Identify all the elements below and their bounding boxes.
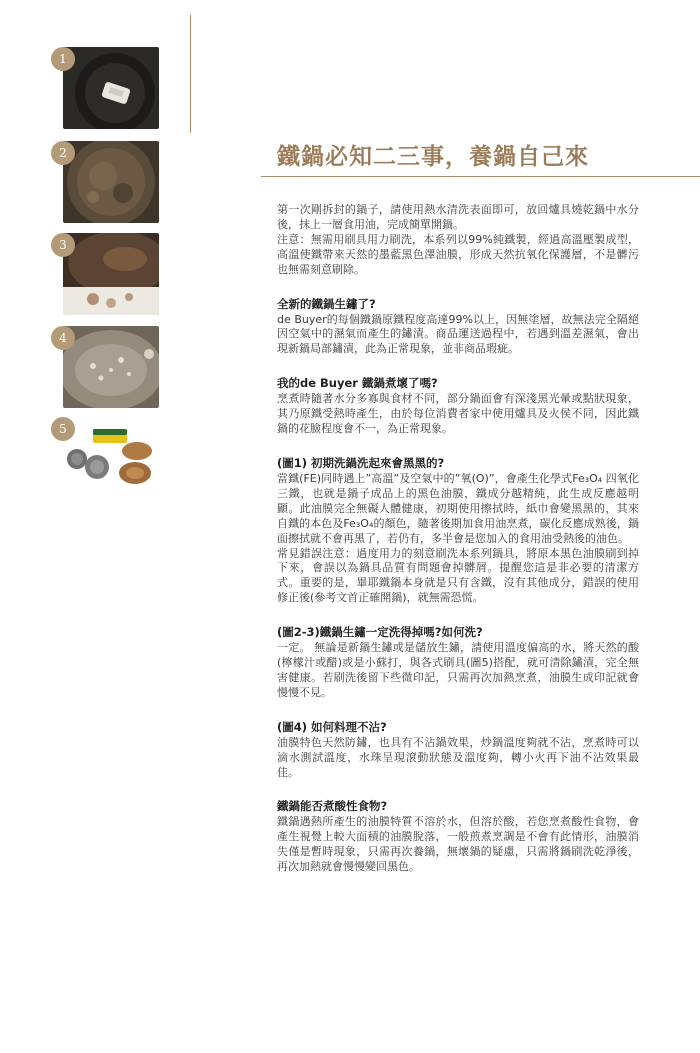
section-pan-damaged (277, 376, 639, 437)
pan-water-droplets-photo (63, 326, 159, 408)
section-heading: 我的de Buyer 鐵鍋煮壞了嗎? (277, 376, 438, 391)
section-heading: 全新的鐵鍋生鏽了? (277, 296, 376, 311)
section-paragraph: 鐵鍋遇熱所產生的油膜特質不溶於水，但溶於酸，若您烹煮酸性食物，會產生視覺上較大面積的油膜脫落，一般煎煮烹調是不會有此情形，油膜消失僅是暫時現象，只需再次養鍋，無壞鍋的疑慮，只需將鍋刷洗乾淨後，再次加熱就會慢慢變回黑色。 (277, 815, 639, 874)
title-underline (261, 176, 700, 177)
section-heading: (圖1) 初期洗鍋洗起來會黑黑的? (277, 455, 445, 470)
seasoned-pan-photo (63, 141, 159, 223)
pan-with-paper-towel-photo (63, 47, 159, 129)
article-body (277, 203, 639, 894)
page-title: 鐵鍋必知二三事，養鍋自己來 (277, 143, 589, 170)
section-paragraph: 常見錯誤注意：過度用力的刻意刷洗本系列鍋具，將原本黑色油膜刷到掉下來，會誤以為鍋具品質有問題會掉髒屑。提醒您這是非必要的清潔方式。重要的是，畢耶鐵鍋本身就是只有含鐵，沒有其他成分，錯誤的使用修正後(參考文首正確開鍋)，就無需恐慌。 (277, 546, 639, 605)
photo-number-badge: 2 (51, 141, 75, 165)
section-new-pan-rust (277, 297, 639, 358)
photo-number-badge: 4 (51, 326, 75, 350)
section-heading: (圖4) 如何料理不沾? (277, 719, 387, 734)
section-paragraph: 一定。 無論是新鍋生鏽或是儲放生鏽，請使用溫度偏高的水，將天然的酸 (檸檬汁或醋)或是小蘇打，與各式刷具(圖5)搭配，就可清除鏽漬，完全無害健康。若刷洗後留下些微印記，只需再次加熱烹煮，油膜生成印記就會慢慢不見。 (277, 641, 639, 699)
section-heading: 鐵鍋能否煮酸性食物? (277, 799, 388, 814)
section-paragraph: 油膜特色天然防鏽，也具有不沾鍋效果，炒鍋溫度夠就不沾，烹煮時可以滴水測試溫度，水珠呈現滾動狀態及溫度夠，轉小火再下油不沾效果最佳。 (277, 735, 639, 779)
photo-number-badge: 5 (51, 417, 75, 441)
section-black-residue (277, 456, 639, 606)
vertical-divider (190, 15, 191, 133)
section-acidic-food (277, 799, 639, 875)
section-paragraph: de Buyer的每個鐵鍋原鐵程度高達99%以上，因無塗層，故無法完全隔絕因空氣中的濕氣而產生的鏽漬。商品運送過程中，若遇到溫差濕氣，會出現新鍋局部鏽漬，此為正常現象，並非商品瑕疵。 (277, 312, 639, 356)
pan-rust-wipe-photo (63, 233, 159, 315)
section-paragraph: 當鐵(FE)同時遇上”高溫”及空氣中的”氧(O)”，會產生化學式Fe₃O₄ 四氧化三鐵，也就是鍋子成品上的黑色油膜，鐵成分越精純，此生成反應越明顯。此油膜完全無礙人體健康，初期使用擦拭時，紙巾會變黑黑的，其來自鐵的本色及Fe₃O₄的顏色，隨著後期加食用油烹煮，碳化反應成熟後，鍋面擦拭就不會再黑了，若仍有，多半會是您加入的食用油受熱後的油色。 (277, 471, 639, 545)
intro-note: 注意：無需用刷具用力刷洗，本系列以99%純鐵製，經過高溫壓製成型，高溫使鐵帶來天然的墨藍黑色澤油膜，形成天然抗氧化保護層，不是髒污也無需刻意刷除。 (277, 232, 639, 276)
section-heading: (圖2-3)鐵鍋生鏽一定洗得掉嗎?如何洗? (277, 625, 483, 640)
photo-number-badge: 1 (51, 47, 75, 71)
intro-section (277, 203, 639, 278)
section-paragraph: 烹煮時隨著水分多寡與食材不同，部分鍋面會有深淺黑光暈或點狀現象，其乃原鐵受熱時產生，由於每位消費者家中使用爐具及火侯不同，因此鐵鍋的花臉程度會不一，為正常現象。 (277, 392, 639, 436)
photo-number-badge: 3 (51, 233, 75, 257)
section-non-stick (277, 720, 639, 781)
intro-paragraph: 第一次剛拆封的鍋子，請使用熱水清洗表面即可，放回爐具燒乾鍋中水分後，抹上一層食用油，完成簡單開鍋。 (277, 203, 639, 231)
cleaning-tools-photo (63, 417, 159, 499)
section-rust-removal (277, 625, 639, 701)
